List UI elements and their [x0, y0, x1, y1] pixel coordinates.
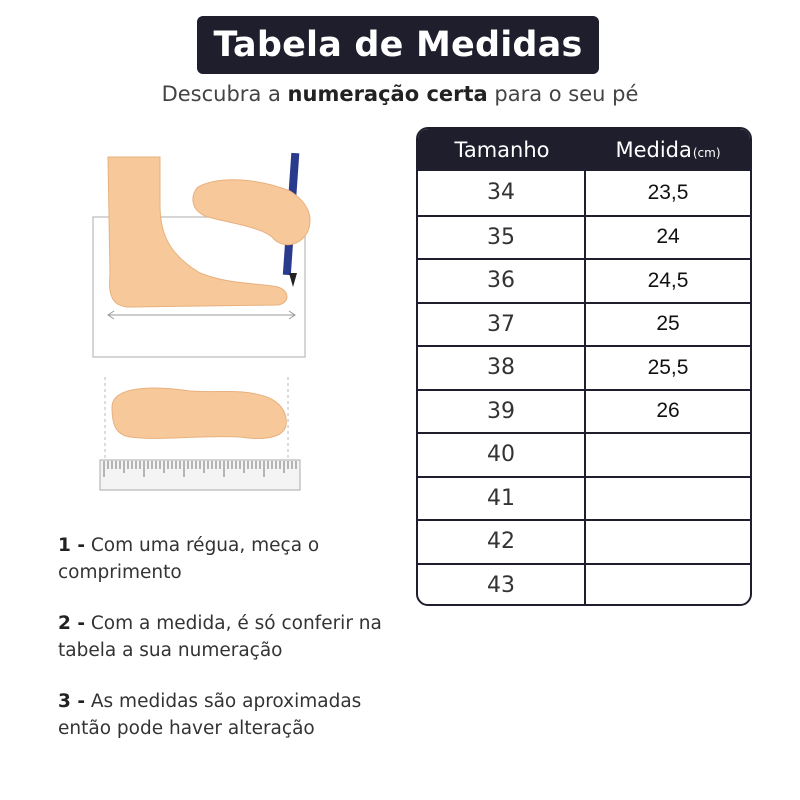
- subtitle-pre: Descubra a: [161, 82, 288, 106]
- table-row: [418, 389, 750, 433]
- size-cell: 42: [418, 521, 586, 563]
- table-body: [418, 171, 750, 606]
- step-3: [58, 688, 418, 742]
- step-2: [58, 610, 418, 664]
- subtitle-bold: numeração certa: [287, 82, 488, 106]
- page-title: Tabela de Medidas: [213, 25, 583, 65]
- size-table: [416, 127, 752, 606]
- instructions: [58, 532, 418, 766]
- table-row: [418, 215, 750, 259]
- step-text: As medidas são aproximadas então pode haver alteração: [58, 691, 362, 739]
- table-row: [418, 258, 750, 302]
- measure-cell: 25,5: [647, 355, 689, 379]
- size-cell: 35: [418, 217, 586, 259]
- step-1: [58, 532, 418, 586]
- measure-cell: [586, 565, 750, 607]
- step-text: Com uma régua, meça o comprimento: [58, 535, 320, 583]
- table-row: [418, 432, 750, 476]
- title-banner: [197, 16, 599, 74]
- measure-cell: [586, 521, 750, 563]
- table-row: [418, 302, 750, 346]
- table-row: [418, 519, 750, 563]
- step-text: Com a medida, é só conferir na tabela a sua numeração: [58, 613, 382, 661]
- size-cell: 41: [418, 478, 586, 520]
- table-header: [418, 129, 750, 171]
- col-size-header: Tamanho: [454, 138, 550, 162]
- size-cell: 36: [418, 260, 586, 302]
- size-cell: 37: [418, 304, 586, 346]
- size-cell: 39: [418, 391, 586, 433]
- measure-cell: 24,5: [647, 268, 689, 292]
- measure-cell: 24: [656, 225, 680, 249]
- table-row: [418, 345, 750, 389]
- col-measure-header: [586, 129, 750, 171]
- col-measure-unit: (cm): [692, 145, 721, 160]
- subtitle: [0, 82, 800, 106]
- measure-cell: 23,5: [647, 180, 689, 204]
- ruler-icon: [100, 460, 300, 490]
- table-row: [418, 171, 750, 215]
- measure-cell: [586, 478, 750, 520]
- size-cell: 38: [418, 347, 586, 389]
- step-number: 1 -: [58, 535, 85, 556]
- foot-measure-illustration: [90, 145, 330, 505]
- size-cell: 40: [418, 434, 586, 476]
- subtitle-post: para o seu pé: [487, 82, 639, 106]
- foot-top-icon: [112, 388, 286, 438]
- table-row: [418, 563, 750, 607]
- measure-cell: 25: [656, 312, 680, 336]
- step-number: 3 -: [58, 691, 85, 712]
- measure-cell: 26: [656, 399, 680, 423]
- size-cell: 34: [418, 171, 586, 215]
- col-measure-label: Medida: [615, 138, 692, 162]
- measure-cell: [586, 434, 750, 476]
- table-row: [418, 476, 750, 520]
- size-cell: 43: [418, 565, 586, 607]
- step-number: 2 -: [58, 613, 85, 634]
